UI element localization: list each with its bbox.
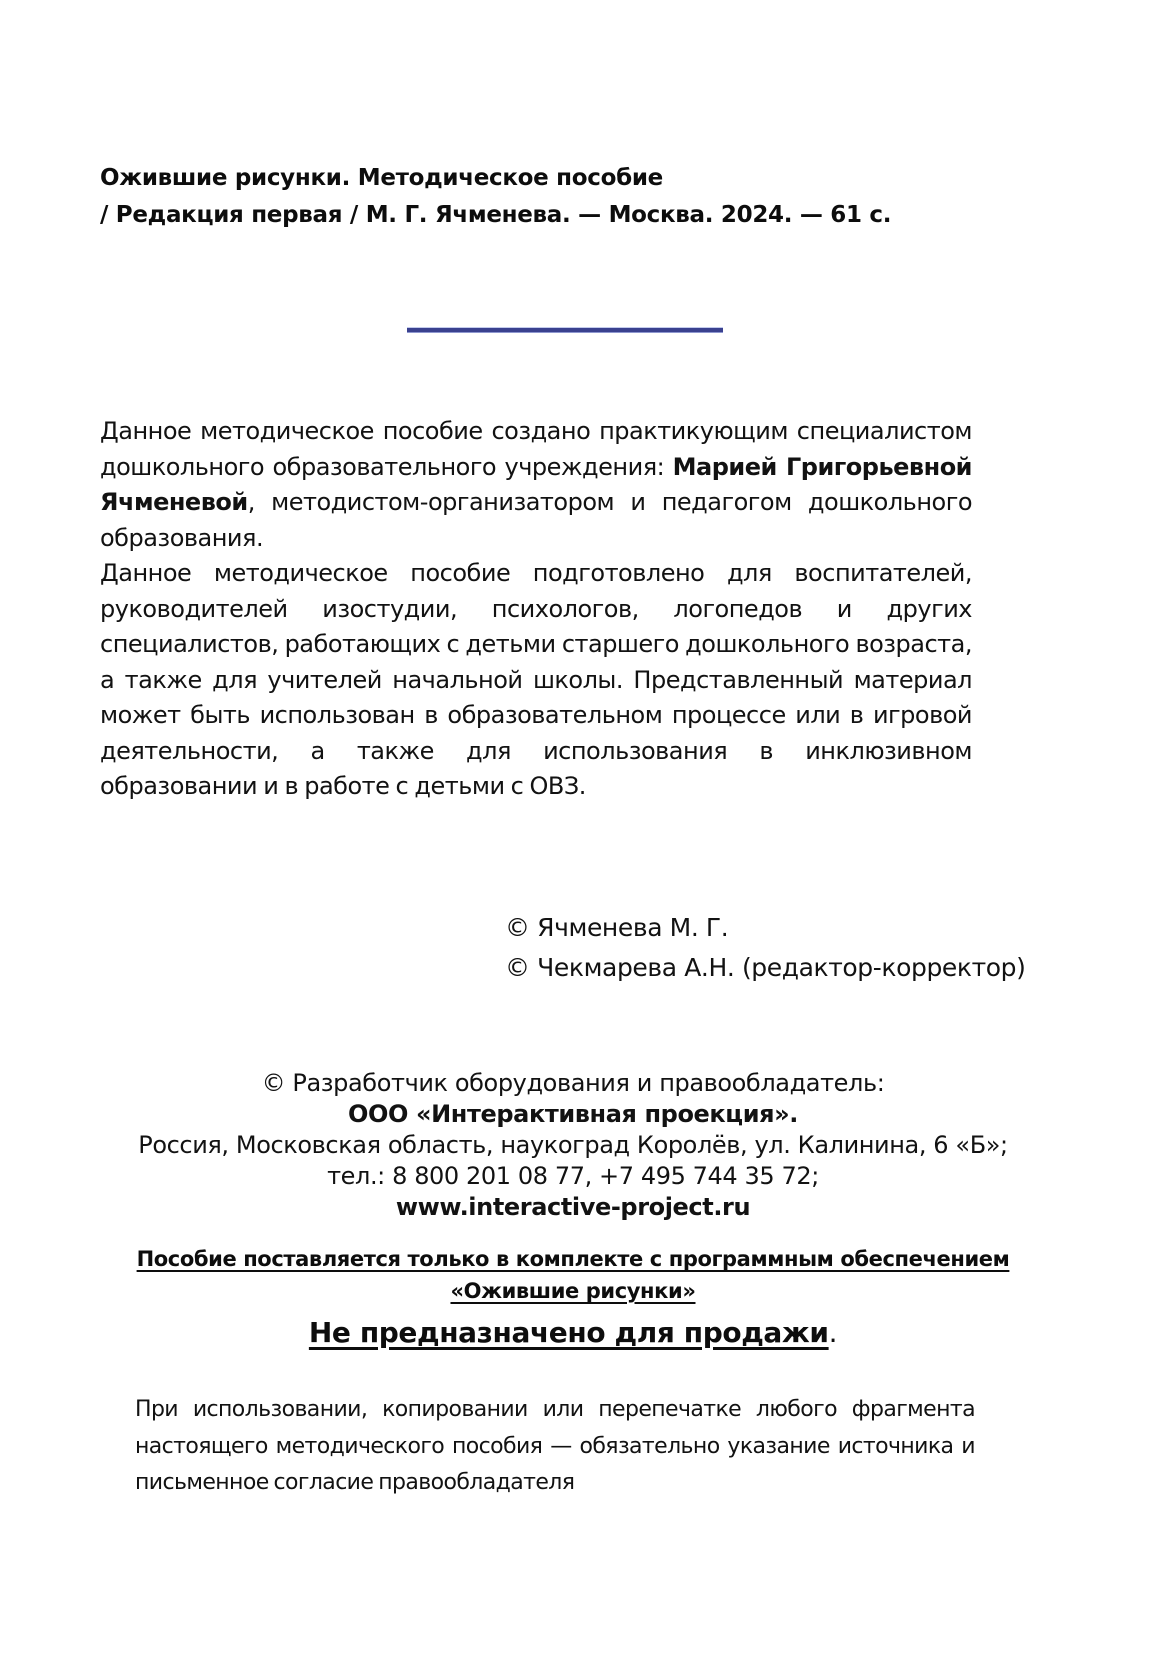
- intro-paragraph-1: [100, 414, 972, 556]
- not-for-sale-text: Не предназначено для продажи: [308, 1316, 829, 1349]
- divider-line: [407, 327, 723, 333]
- publisher-block: [100, 1068, 1046, 1223]
- notice-product-name: «Ожившие рисунки»: [450, 1279, 696, 1303]
- notice-not-for-sale: [100, 1315, 1046, 1351]
- publisher-address: Россия, Московская область, наукоград Королёв, ул. Калинина, 6 «Б»;: [138, 1131, 1008, 1159]
- publisher-phone: тел.: 8 800 201 08 77, +7 495 744 35 72;: [327, 1162, 819, 1190]
- notice-bundle-line: Пособие поставляется только в комплекте с программным обеспечением: [136, 1247, 1010, 1271]
- authors-copyright-block: [505, 908, 1026, 988]
- author-copyright-line-2: © Чекмарева А.Н. (редактор-корректор): [505, 953, 1026, 982]
- notice-block: [100, 1243, 1046, 1351]
- not-for-sale-period: .: [828, 1316, 838, 1349]
- title-line-2: / Редакция первая / М. Г. Ячменева. — Москва. 2024. — 61 с.: [100, 202, 892, 228]
- title-block: [100, 160, 1000, 234]
- author-name-bold: Марией Григорьевной Ячменевой: [100, 452, 972, 516]
- publisher-company-name: ООО «Интерактивная проекция».: [348, 1100, 798, 1128]
- intro-text: [100, 414, 972, 805]
- title-line-1: Ожившие рисунки. Методическое пособие: [100, 165, 663, 191]
- footer-legal-note: При использовании, копировании или перепечатке любого фрагмента настоящего методического пособия — обязательно указание источника и письменное согласие правообладателя: [135, 1397, 975, 1495]
- intro-p1-segment-2: , методистом-организатором и педагогом дошкольного образования.: [100, 488, 972, 552]
- author-copyright-line-1: © Ячменева М. Г.: [505, 913, 729, 942]
- intro-paragraph-2: Данное методическое пособие подготовлено для воспитателей, руководителей изостудии, психологов, логопедов и других специалистов, работающих с детьми старшего дошкольного возраста, а также для учителей начальной школы. Представленный материал может быть использован в образовательном процессе или в игровой деятельности, а также для использования в инклюзивном образовании и в работе с детьми с ОВЗ.: [100, 559, 972, 800]
- publisher-website: www.interactive-project.ru: [395, 1193, 751, 1221]
- intro-p1-segment-1: Данное методическое пособие создано практикующим специалистом дошкольного образовательного учреждения:: [100, 417, 972, 481]
- publisher-copyright-line: © Разработчик оборудования и правообладатель:: [261, 1069, 885, 1097]
